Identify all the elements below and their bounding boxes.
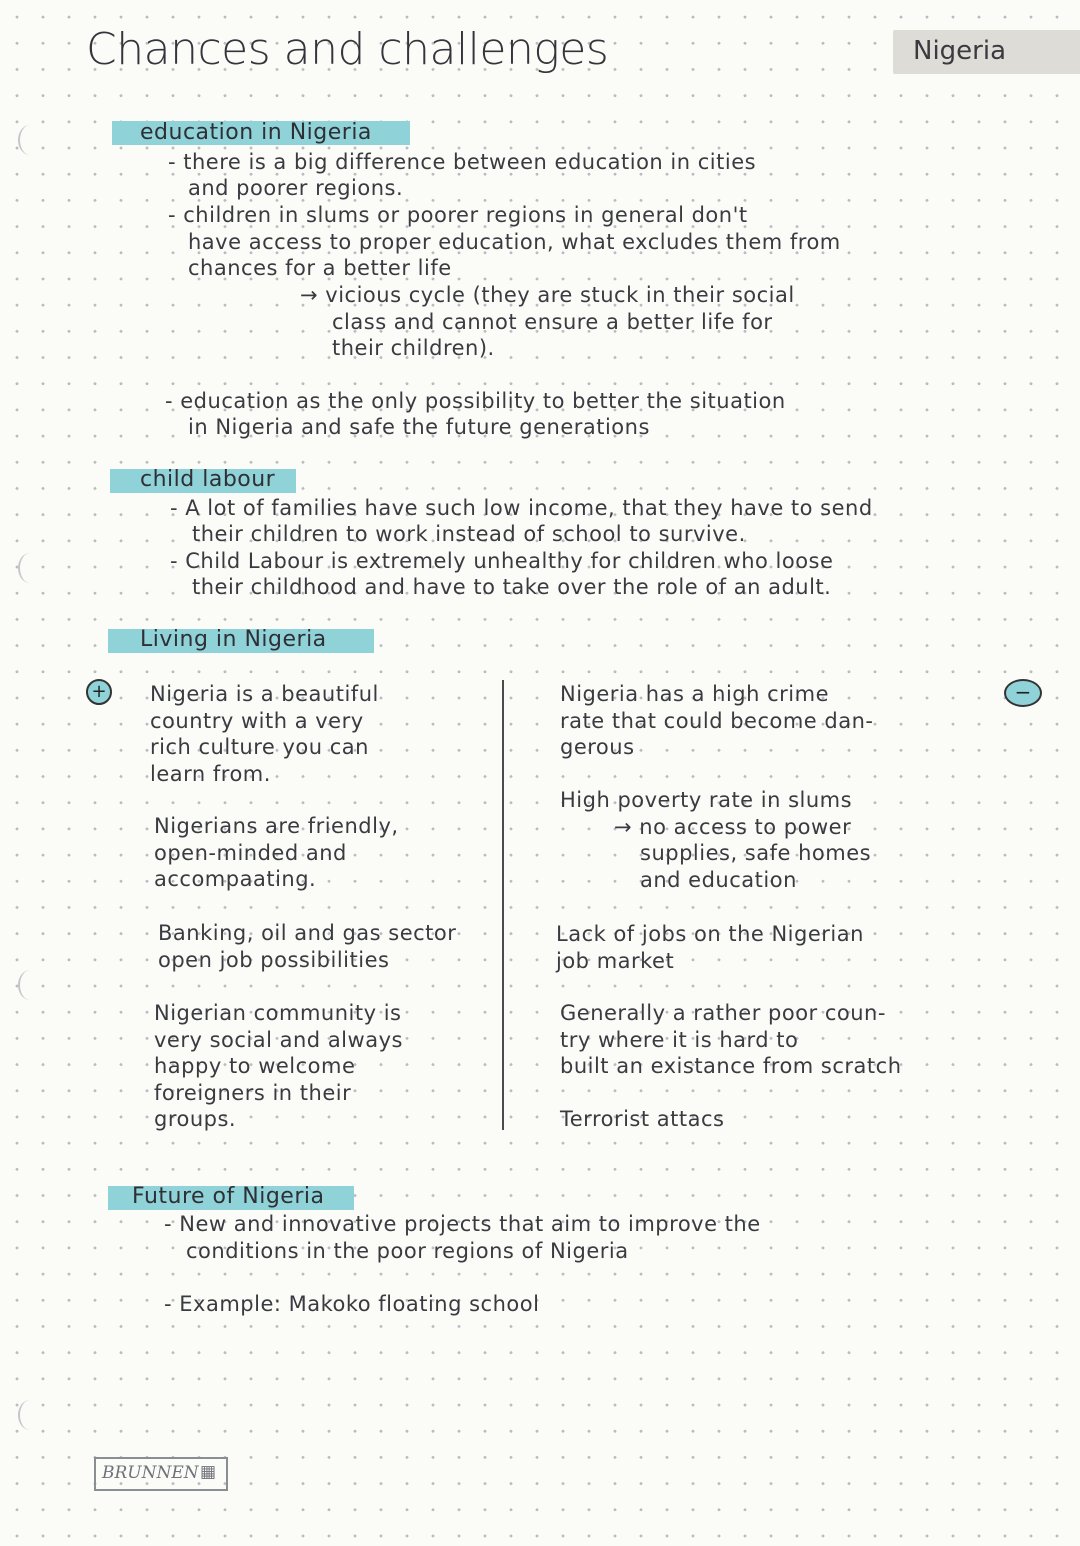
pro-item-line: Banking, oil and gas sector [158, 921, 457, 945]
pro-item-line: groups. [154, 1107, 237, 1131]
minus-icon: − [1004, 679, 1042, 707]
con-item-line: gerous [560, 735, 635, 759]
plus-icon: + [86, 679, 112, 705]
pro-item-line: rich culture you can [150, 735, 369, 759]
future-line: - New and innovative projects that aim to improve the [164, 1212, 761, 1236]
pro-item-line: foreigners in their [154, 1080, 352, 1105]
con-item [560, 1106, 724, 1133]
con-item [556, 921, 864, 974]
education-line: → vicious cycle (they are stuck in their social [300, 283, 795, 307]
pro-item-line: open job possibilities [158, 947, 390, 972]
page-title: Chances and challenges [86, 24, 609, 75]
punch-hole-4 [18, 1400, 42, 1430]
con-item-line: supplies, safe homes [640, 841, 872, 865]
future-line: - Example: Makoko floating school [164, 1292, 540, 1316]
brand-text: BRUNNEN [102, 1463, 199, 1483]
con-item [560, 787, 871, 893]
punch-hole-1 [18, 125, 42, 155]
pro-item-line: Nigeria is a beautiful [150, 682, 379, 706]
pro-item [158, 920, 456, 973]
education-line: chances for a better life [188, 256, 452, 280]
education-line: class and cannot ensure a better life for [332, 310, 773, 334]
con-item [560, 1000, 902, 1080]
pro-item [154, 813, 399, 893]
pro-item [154, 1000, 403, 1133]
child-labour-line: - A lot of families have such low income, that they have to send [170, 496, 873, 520]
education-line: their children). [332, 336, 495, 360]
punch-hole-3 [18, 970, 42, 1000]
child-labour-line: - Child Labour is extremely unhealthy for children who loose [170, 549, 834, 573]
pro-item-line: happy to welcome [154, 1054, 356, 1078]
child-labour-line: their childhood and have to take over the role of an adult. [192, 575, 832, 599]
con-item-line: and education [640, 867, 797, 892]
con-item-line: built an existance from scratch [560, 1054, 902, 1078]
pro-item-line: open-minded and [154, 840, 347, 865]
child-labour-line: their children to work instead of school to survive. [192, 522, 746, 546]
pro-item-line: very social and always [154, 1027, 403, 1052]
punch-hole-2 [18, 553, 42, 583]
con-item [560, 681, 873, 761]
education-line: - there is a big difference between education in cities [168, 150, 757, 174]
topic-tag-label: Nigeria [913, 36, 1007, 66]
future-heading: Future of Nigeria [132, 1184, 325, 1209]
con-item-line: Terrorist attacs [560, 1107, 725, 1131]
living-heading: Living in Nigeria [140, 627, 327, 652]
pro-item-line: Nigerian community is [154, 1001, 402, 1025]
con-item-line: try where it is hard to [560, 1027, 799, 1052]
con-item-line: Generally a rather poor coun- [560, 1001, 886, 1025]
con-item-line: Nigeria has a high crime [560, 682, 829, 706]
pro-item-line: Nigerians are friendly, [154, 814, 399, 838]
pro-item-line: accompaating. [154, 867, 317, 891]
brand-mark-icon: ▦ [200, 1462, 217, 1482]
education-line: have access to proper education, what excludes them from [188, 230, 841, 254]
pro-item [150, 681, 379, 787]
child-labour-heading: child labour [140, 467, 276, 492]
education-line: in Nigeria and safe the future generations [188, 415, 650, 439]
education-line: and poorer regions. [188, 176, 404, 200]
future-line: conditions in the poor regions of Nigeria [186, 1239, 629, 1263]
education-line: - education as the only possibility to better the situation [165, 389, 786, 413]
con-item-line: → no access to power [614, 814, 852, 839]
con-item-line: Lack of jobs on the Nigerian [556, 922, 864, 946]
brand-logo [94, 1457, 228, 1491]
education-heading: education in Nigeria [140, 120, 372, 145]
con-item-line: High poverty rate in slums [560, 788, 853, 812]
con-item-line: rate that could become dan- [560, 708, 874, 733]
education-line: - children in slums or poorer regions in general don't [168, 203, 748, 227]
column-divider [502, 680, 504, 1130]
pro-item-line: learn from. [150, 761, 271, 786]
con-item-line: job market [556, 948, 675, 973]
topic-tag [893, 30, 1080, 74]
pro-item-line: country with a very [150, 708, 364, 733]
